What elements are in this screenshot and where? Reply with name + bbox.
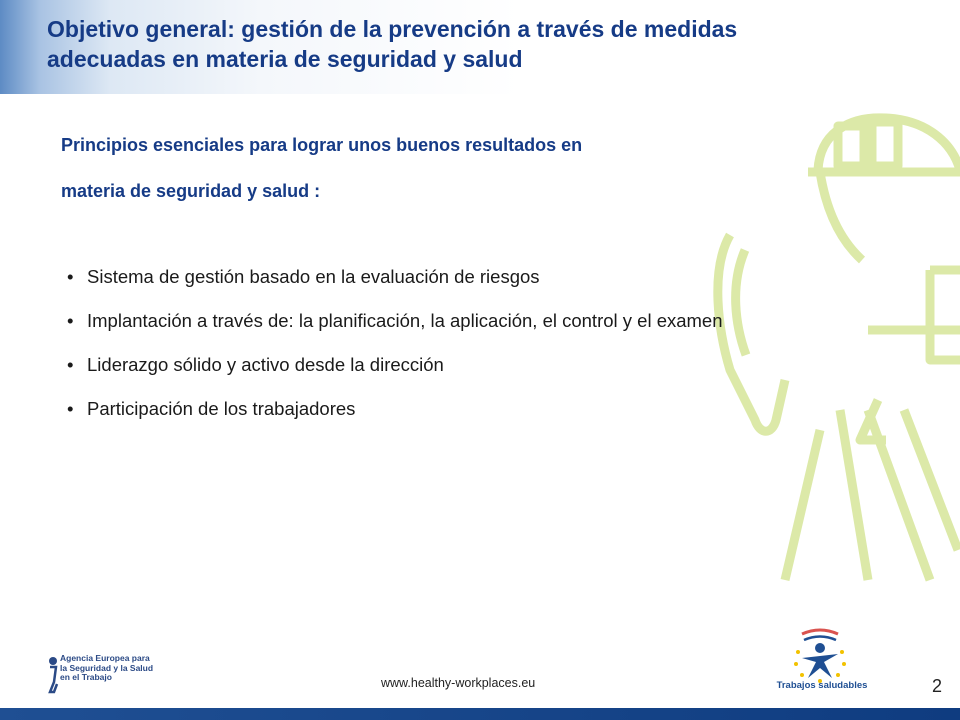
bullet-text: Participación de los trabajadores xyxy=(87,398,356,419)
slide-title-line-1: Objetivo general: gestión de la prevención a través de medidas xyxy=(47,16,738,42)
bullet-item xyxy=(67,255,857,299)
bullet-item xyxy=(67,387,857,431)
healthy-workplaces-star-icon xyxy=(780,624,860,684)
bullet-dot: • xyxy=(67,310,74,331)
subtitle-line-1: Principios esenciales para lograr unos buenos resultados en xyxy=(61,135,583,155)
agency-name xyxy=(60,654,170,683)
bullet-text: Implantación a través de: la planificación, la aplicación, el control y el examen xyxy=(87,310,723,331)
section-subtitle xyxy=(61,122,821,214)
bullet-text: Liderazgo sólido y activo desde la dirección xyxy=(87,354,444,375)
agency-name-line: la Seguridad y la Salud xyxy=(60,662,154,673)
campaign-label: Trabajos saludables xyxy=(776,680,868,691)
bottom-bar xyxy=(0,708,960,720)
bullet-list xyxy=(67,255,857,431)
subtitle-line-2: materia de seguridad y salud : xyxy=(61,181,321,201)
slide-title xyxy=(47,14,927,74)
bullet-dot: • xyxy=(67,354,74,375)
slide-title-line-2: adecuadas en materia de seguridad y salud xyxy=(47,46,523,72)
bullet-dot: • xyxy=(67,266,74,287)
bullet-text: Sistema de gestión basado en la evaluación de riesgos xyxy=(87,266,540,287)
page-number: 2 xyxy=(932,676,943,696)
bullet-dot: • xyxy=(67,398,74,419)
footer-url[interactable]: www.healthy-workplaces.eu xyxy=(381,676,536,690)
bullet-item xyxy=(67,299,857,343)
agency-name-line: en el Trabajo xyxy=(60,672,112,682)
bullet-item xyxy=(67,343,857,387)
agency-name-line: Agencia Europea para xyxy=(60,653,150,663)
